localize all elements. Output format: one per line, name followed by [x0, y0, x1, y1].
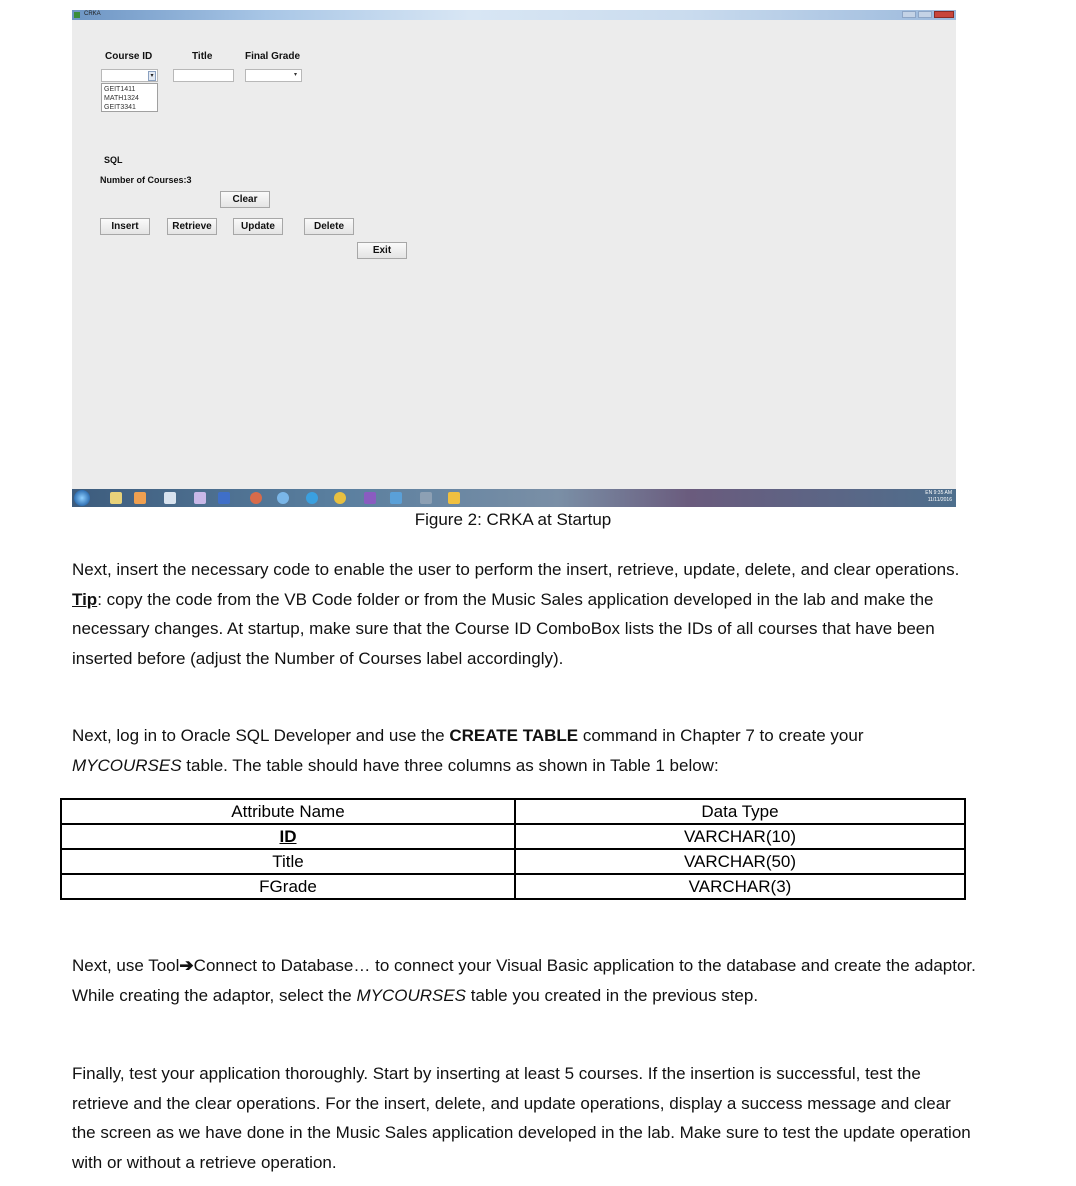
minimize-icon[interactable] — [902, 11, 916, 18]
table-row — [61, 824, 965, 849]
title-input[interactable] — [173, 69, 234, 82]
course-id-label: Course ID — [105, 51, 153, 62]
title-label: Title — [192, 51, 213, 62]
p2-text-c: table. The table should have three columns as shown in Table 1 below: — [181, 755, 719, 775]
chevron-down-icon[interactable]: ▾ — [148, 71, 156, 81]
table-cell: VARCHAR(3) — [515, 874, 965, 899]
course-id-dropdown-list[interactable] — [101, 83, 158, 112]
insert-button[interactable]: Insert — [100, 218, 150, 235]
paragraph-2 — [72, 721, 972, 780]
app-icon[interactable] — [164, 492, 176, 504]
mycourses-name: MYCOURSES — [356, 985, 467, 1005]
attributes-table — [60, 798, 966, 900]
app-icon[interactable] — [420, 492, 432, 504]
app-icon[interactable] — [194, 492, 206, 504]
table-cell: VARCHAR(50) — [515, 849, 965, 874]
list-item[interactable]: MATH1324 — [104, 95, 139, 102]
chrome-icon[interactable] — [334, 492, 346, 504]
word-icon[interactable] — [218, 492, 230, 504]
delete-button[interactable]: Delete — [304, 218, 354, 235]
exit-button[interactable]: Exit — [357, 242, 407, 259]
sql-label: SQL — [104, 155, 123, 165]
folder-icon[interactable] — [110, 492, 122, 504]
p2-text-a: Next, log in to Oracle SQL Developer and use the — [72, 726, 450, 745]
windows-taskbar — [72, 489, 956, 507]
table-header: Data Type — [515, 799, 965, 824]
p1-text-a: Next, insert the necessary code to enable the user to perform the insert, retrieve, update, delete, and clear operations. — [72, 560, 960, 579]
course-id-combobox[interactable] — [101, 69, 158, 82]
visual-studio-icon[interactable] — [364, 492, 376, 504]
start-button-icon[interactable] — [74, 490, 90, 506]
app-screenshot — [72, 10, 956, 507]
app-icon[interactable] — [448, 492, 460, 504]
p3-text-a: Next, use Tool — [72, 956, 180, 975]
table-cell: FGrade — [61, 874, 515, 899]
chevron-down-icon[interactable]: ▾ — [293, 72, 297, 78]
paragraph-3 — [72, 951, 977, 1010]
language-indicator[interactable]: EN — [925, 490, 933, 496]
clock-time[interactable]: 9:35 AM — [933, 490, 952, 496]
app-icon — [74, 12, 80, 18]
table-cell: ID — [61, 824, 515, 849]
tip-label: Tip — [72, 589, 98, 609]
table-row — [61, 849, 965, 874]
number-of-courses-label: Number of Courses:3 — [100, 175, 192, 185]
window-controls — [902, 11, 954, 18]
paragraph-4: Finally, test your application thoroughly. Start by inserting at least 5 courses. If the insertion is successful, test the retrieve and the clear operations. For the insert, delete, and update operations, display a success message and clear the screen as we have done in the Music Sales application developed in the lab. Make sure to test the update operation with or without a retrieve operation. — [72, 1064, 971, 1172]
window-title: CRKA — [84, 11, 101, 17]
p1-text-b: : copy the code from the VB Code folder or from the Music Sales application developed in the lab and make the necessary changes. At startup, make sure that the Course ID ComboBox lists the IDs of all courses that have been inserted before (adjust the Number of Courses label accordingly). — [72, 589, 935, 668]
table-cell: VARCHAR(10) — [515, 824, 965, 849]
close-icon[interactable] — [934, 11, 954, 18]
retrieve-button[interactable]: Retrieve — [167, 218, 217, 235]
skype-icon[interactable] — [306, 492, 318, 504]
media-player-icon[interactable] — [134, 492, 146, 504]
maximize-icon[interactable] — [918, 11, 932, 18]
table-cell: Title — [61, 849, 515, 874]
table-header-row — [61, 799, 965, 824]
list-item[interactable]: GEIT1411 — [104, 86, 136, 93]
system-tray — [892, 490, 952, 506]
list-item[interactable]: GEIT3341 — [104, 104, 136, 111]
p3-text-b: Connect to Database… to connect your Visual Basic application to the database and create the adaptor. While creating the adaptor, select the — [72, 956, 976, 1005]
p3-text-c: table you created in the previous step. — [466, 985, 759, 1005]
app-icon[interactable] — [390, 492, 402, 504]
update-button[interactable]: Update — [233, 218, 283, 235]
browser-icon[interactable] — [277, 492, 289, 504]
arrow-icon: ➔ — [179, 956, 194, 975]
paragraph-1 — [72, 555, 972, 673]
p2-text-b: command in Chapter 7 to create your — [578, 726, 864, 745]
clock-date[interactable]: 11/11/2016 — [927, 497, 952, 503]
table-row — [61, 874, 965, 899]
table-header: Attribute Name — [61, 799, 515, 824]
app-icon[interactable] — [250, 492, 262, 504]
final-grade-dropdown[interactable] — [245, 69, 302, 82]
final-grade-label: Final Grade — [245, 51, 301, 62]
window-titlebar — [72, 10, 956, 20]
clear-button[interactable]: Clear — [220, 191, 270, 208]
figure-caption: Figure 2: CRKA at Startup — [414, 510, 612, 529]
mycourses-name: MYCOURSES — [72, 755, 182, 775]
create-table-keyword: CREATE TABLE — [449, 726, 579, 745]
